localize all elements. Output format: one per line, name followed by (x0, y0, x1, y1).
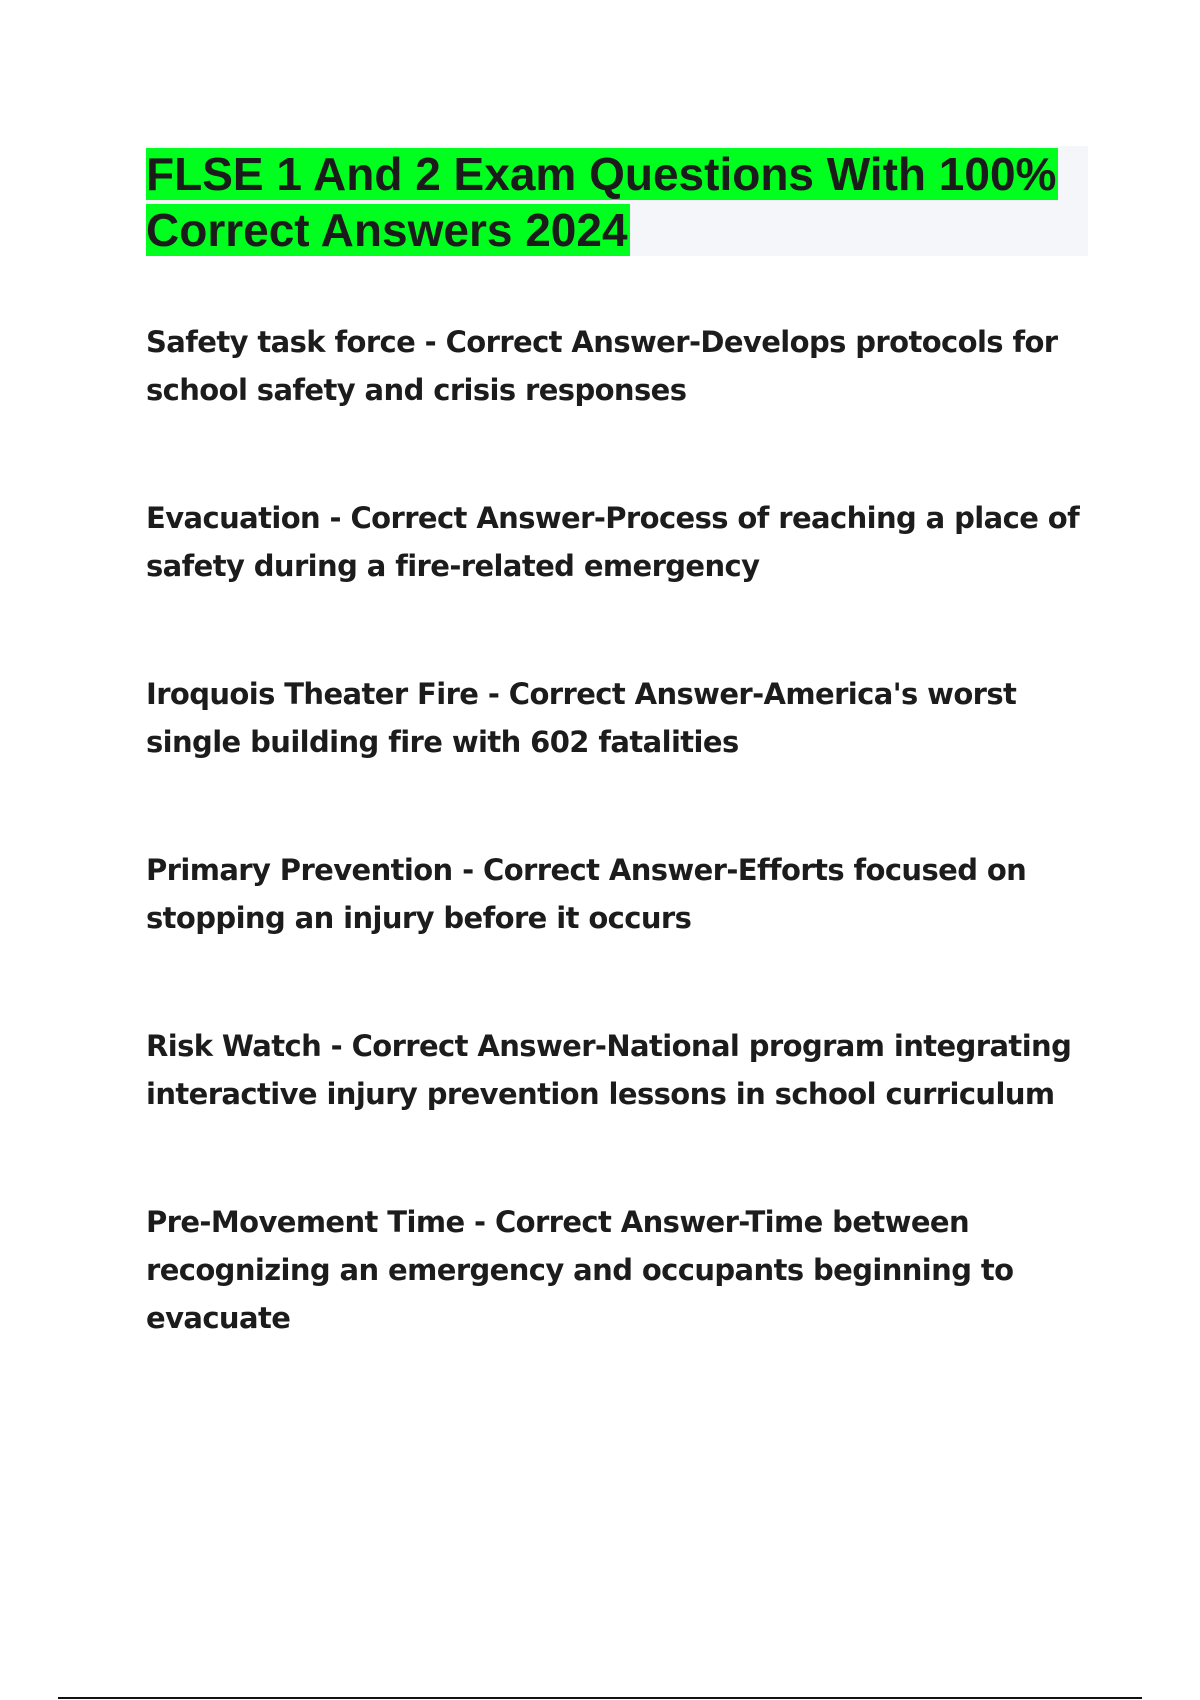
qa-item: Evacuation - Correct Answer-Process of reaching a place of safety during a fire-related emergency (146, 501, 1080, 583)
qa-item: Primary Prevention - Correct Answer-Efforts focused on stopping an injury before it occurs (146, 853, 1027, 935)
title-block (146, 146, 1088, 256)
qa-item: Risk Watch - Correct Answer-National program integrating interactive injury prevention lessons in school curriculum (146, 1029, 1072, 1111)
title-highlight: FLSE 1 And 2 Exam Questions With 100% Correct Answers 2024 (146, 148, 1057, 256)
footer-divider (58, 1697, 1142, 1699)
qa-item: Safety task force - Correct Answer-Develops protocols for school safety and crisis responses (146, 325, 1058, 407)
qa-item: Iroquois Theater Fire - Correct Answer-America's worst single building fire with 602 fatalities (146, 677, 1017, 759)
qa-list (146, 318, 1086, 1422)
document-title (146, 146, 1088, 258)
qa-item: Pre-Movement Time - Correct Answer-Time between recognizing an emergency and occupants beginning to evacuate (146, 1205, 1014, 1335)
